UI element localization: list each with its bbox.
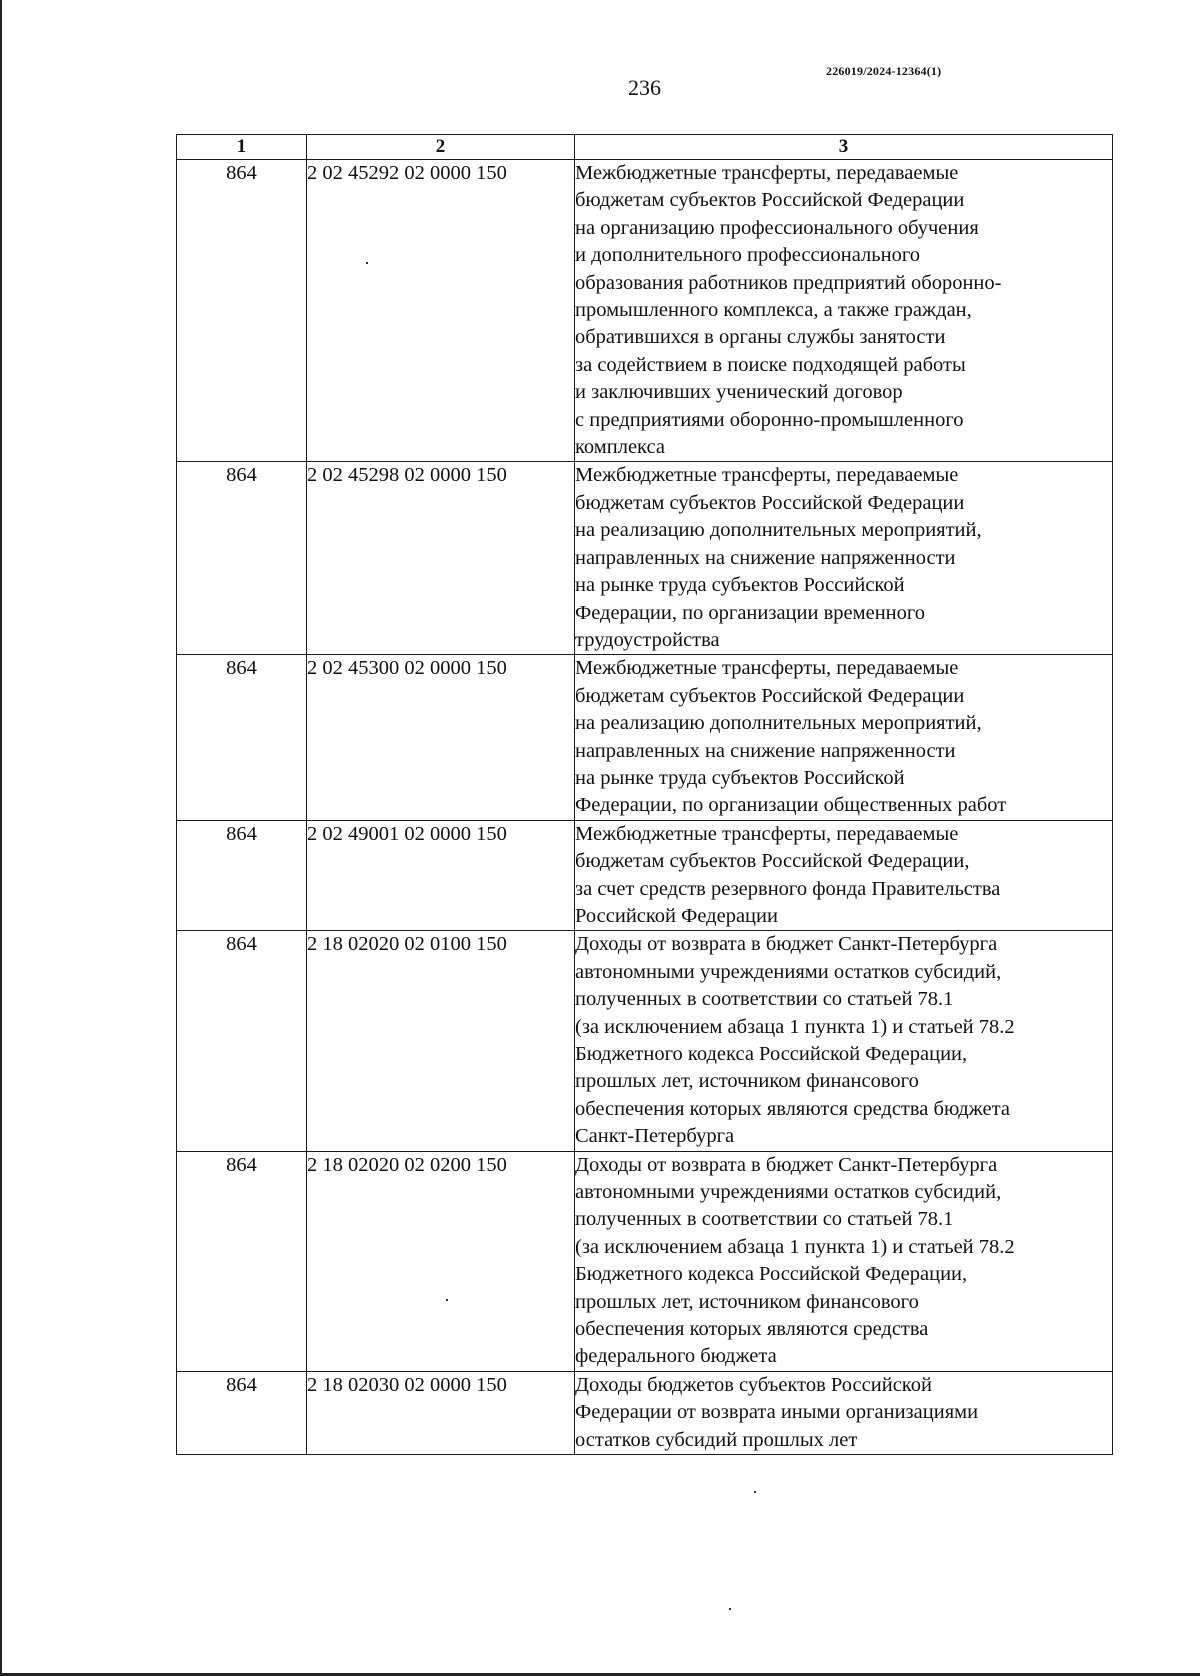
admin-code-cell: 864 xyxy=(177,462,307,655)
budget-code-cell: 2 18 02030 02 0000 150 xyxy=(307,1371,575,1454)
admin-code-cell: 864 xyxy=(177,1371,307,1454)
budget-code-cell: 2 02 45292 02 0000 150 xyxy=(307,160,575,462)
table-row xyxy=(177,1151,1113,1371)
table-row xyxy=(177,655,1113,820)
description-cell: Межбюджетные трансферты, передаваемые бюджетам субъектов Российской Федерации на реализацию дополнительных мероприятий, направленных на снижение напряженности на рынке труда субъектов Российской Федерации, по организации временного трудоустройства xyxy=(575,462,1113,655)
description-cell: Межбюджетные трансферты, передаваемые бюджетам субъектов Российской Федерации на реализацию дополнительных мероприятий, направленных на снижение напряженности на рынке труда субъектов Российской Федерации, по организации общественных работ xyxy=(575,655,1113,820)
admin-code-cell: 864 xyxy=(177,820,307,931)
scan-speck xyxy=(754,1491,756,1493)
page-number: 236 xyxy=(628,75,661,100)
scan-speck xyxy=(729,1608,731,1610)
table-row xyxy=(177,160,1113,462)
table-row xyxy=(177,820,1113,931)
budget-code-cell: 2 02 45300 02 0000 150 xyxy=(307,655,575,820)
description-cell: Межбюджетные трансферты, передаваемые бюджетам субъектов Российской Федерации на организацию профессионального обучения и дополнительного профессионального образования работников предприятий оборонно- промышленного комплекса, а также граждан, обратившихся в органы службы занятости за содействием в поиске подходящей работы и заключивших ученический договор с предприятиями оборонно-промышленного комплекса xyxy=(575,160,1113,462)
header-col-3: 3 xyxy=(575,135,1113,160)
admin-code-cell: 864 xyxy=(177,1151,307,1371)
table-row xyxy=(177,931,1113,1151)
admin-code-cell: 864 xyxy=(177,931,307,1151)
table-row xyxy=(177,462,1113,655)
description-cell: Доходы бюджетов субъектов Российской Федерации от возврата иными организациями остатков субсидий прошлых лет xyxy=(575,1371,1113,1454)
table-row xyxy=(177,1371,1113,1454)
description-cell: Доходы от возврата в бюджет Санкт-Петербурга автономными учреждениями остатков субсидий, полученных в соответствии со статьей 78.1 (за исключением абзаца 1 пункта 1) и статьей 78.2 Бюджетного кодекса Российской Федерации, прошлых лет, источником финансового обеспечения которых являются средства бюджета Санкт-Петербурга xyxy=(575,931,1113,1151)
header-col-1: 1 xyxy=(177,135,307,160)
admin-code-cell: 864 xyxy=(177,655,307,820)
budget-code-cell: 2 18 02020 02 0200 150 xyxy=(307,1151,575,1371)
admin-code-cell: 864 xyxy=(177,160,307,462)
scan-left-edge xyxy=(0,0,2,1676)
budget-code-cell: 2 02 49001 02 0000 150 xyxy=(307,820,575,931)
budget-code-cell: 2 18 02020 02 0100 150 xyxy=(307,931,575,1151)
document-id: 226019/2024-12364(1) xyxy=(826,64,942,78)
description-cell: Межбюджетные трансферты, передаваемые бюджетам субъектов Российской Федерации, за счет средств резервного фонда Правительства Российской Федерации xyxy=(575,820,1113,931)
header-col-2: 2 xyxy=(307,135,575,160)
description-cell: Доходы от возврата в бюджет Санкт-Петербурга автономными учреждениями остатков субсидий, полученных в соответствии со статьей 78.1 (за исключением абзаца 1 пункта 1) и статьей 78.2 Бюджетного кодекса Российской Федерации, прошлых лет, источником финансового обеспечения которых являются средства федерального бюджета xyxy=(575,1151,1113,1371)
budget-code-cell: 2 02 45298 02 0000 150 xyxy=(307,462,575,655)
table-header-row xyxy=(177,135,1113,160)
budget-code-table xyxy=(176,134,1113,1455)
